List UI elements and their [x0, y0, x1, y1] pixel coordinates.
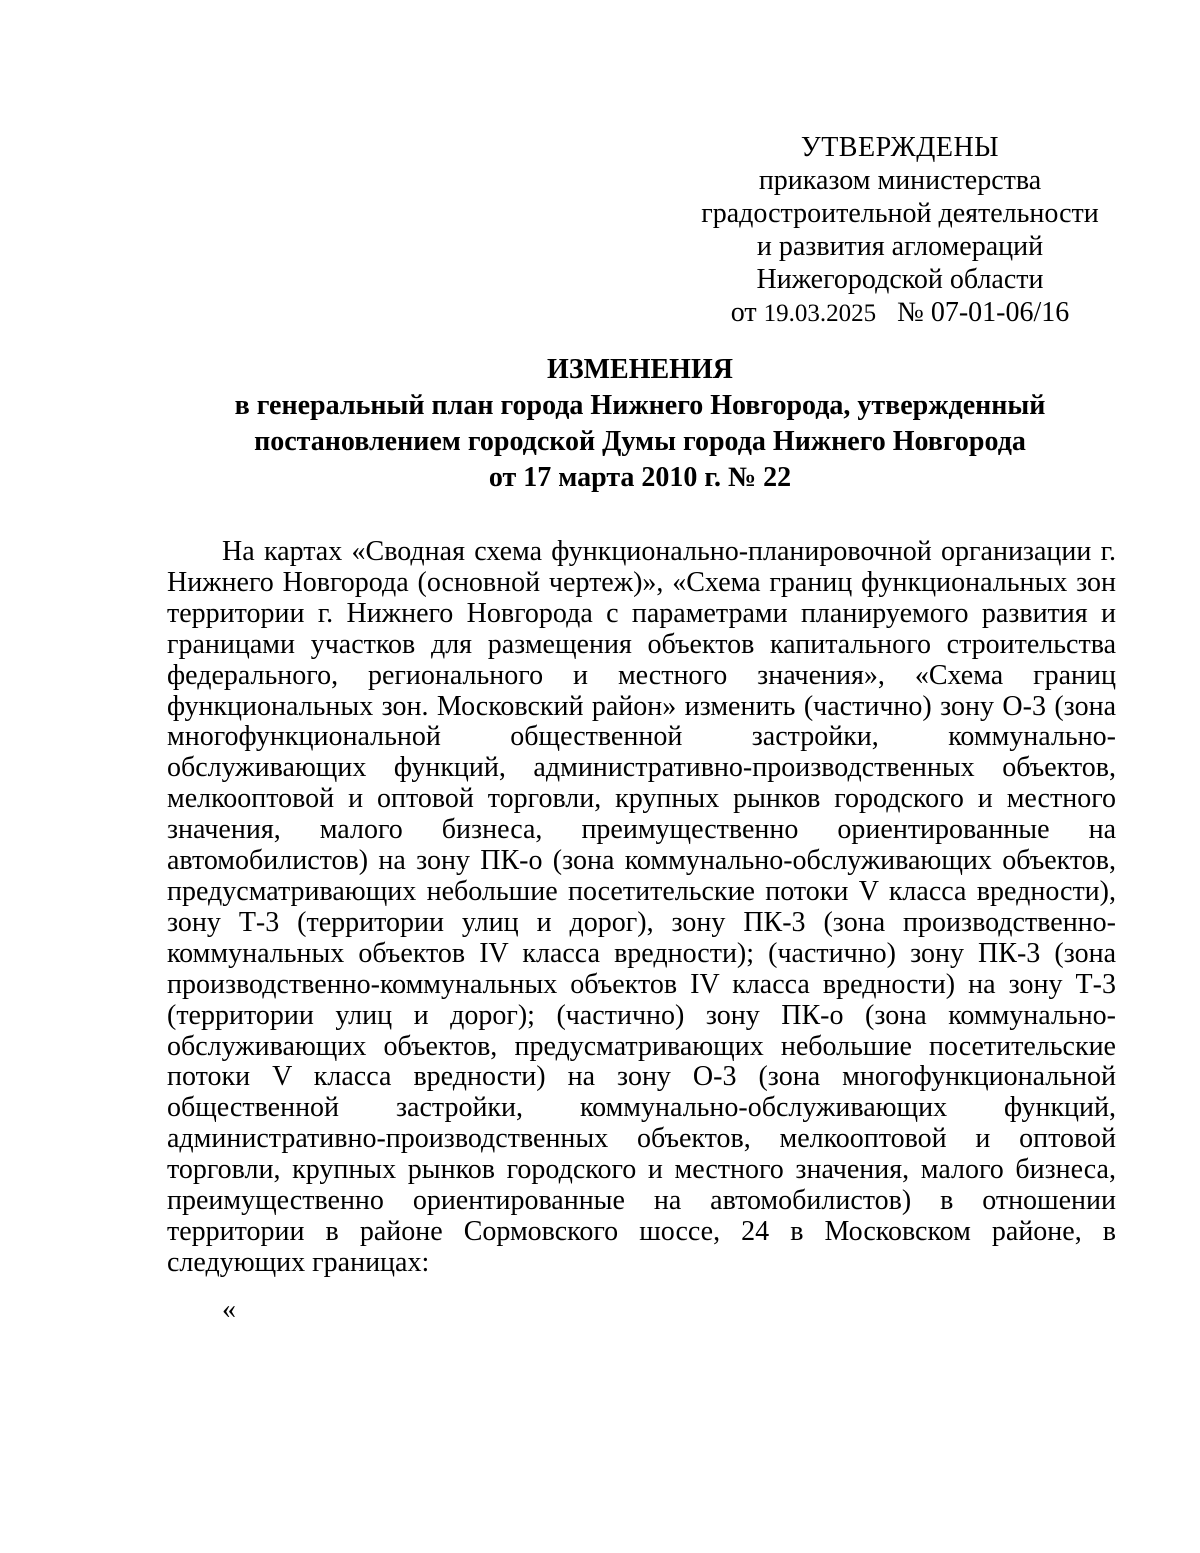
approval-block — [660, 131, 1140, 330]
title-line: постановлением городской Думы города Нижнего Новгорода — [254, 426, 1026, 457]
title-heading: ИЗМЕНЕНИЯ — [547, 354, 733, 385]
approval-line: и развития агломераций — [756, 231, 1044, 262]
document-title — [200, 352, 1080, 496]
title-line: от 17 марта 2010 г. № 22 — [488, 462, 792, 493]
approval-heading: УТВЕРЖДЕНЫ — [800, 132, 1000, 163]
title-line: в генеральный план города Нижнего Новгорода, утвержденный — [234, 390, 1046, 421]
approval-date: 19.03.2025 — [763, 300, 877, 327]
approval-number: № 07-01-06/16 — [897, 297, 1070, 328]
approval-line: Нижегородской области — [756, 264, 1044, 295]
body-paragraph: На картах «Сводная схема функционально-планировочной организации г. Нижнего Новгорода (основной чертеж)», «Схема границ функциональных зон территории г. Нижнего Новгорода с параметрами планируемого развития и границами участков для размещения объектов капитального строительства федерального, регионального и местного значения», «Схема границ функциональных зон. Московский район» изменить (частично) зону О-3 (зона многофункциональной общественной застройки, коммунально-обслуживающих функций, административно-производственных объектов, мелкооптовой и оптовой торговли, крупных рынков городского и местного значения, малого бизнеса, преимущественно ориентированные на автомобилистов) на зону ПК-о (зона коммунально-обслуживающих объектов, предусматривающих небольшие посетительские потоки V класса вредности), зону Т-3 (территории улиц и дорог), зону ПК-3 (зона производственно-коммунальных объектов IV класса вредности); (частично) зону ПК-3 (зона производственно-коммунальных объектов IV класса вредности) на зону Т-3 (территории улиц и дорог); (частично) зону ПК-о (зона коммунально-обслуживающих объектов, предусматривающих небольшие посетительские потоки V класса вредности) на зону О-3 (зона многофункциональной общественной застройки, коммунально-обслуживающих функций, административно-производственных объектов, мелкооптовой и оптовой торговли, крупных рынков городского и местного значения, малого бизнеса, преимущественно ориентированные на автомобилистов) в отношении территории в районе Сормовского шоссе, 24 в Московском районе, в следующих границах: — [167, 536, 1116, 1278]
approval-line: приказом министерства — [758, 165, 1042, 196]
approval-line: градостроительной деятельности — [701, 198, 1099, 229]
opening-quote: « — [222, 1294, 236, 1325]
approval-date-prefix: от — [730, 297, 757, 328]
approval-date-line — [660, 296, 1140, 330]
